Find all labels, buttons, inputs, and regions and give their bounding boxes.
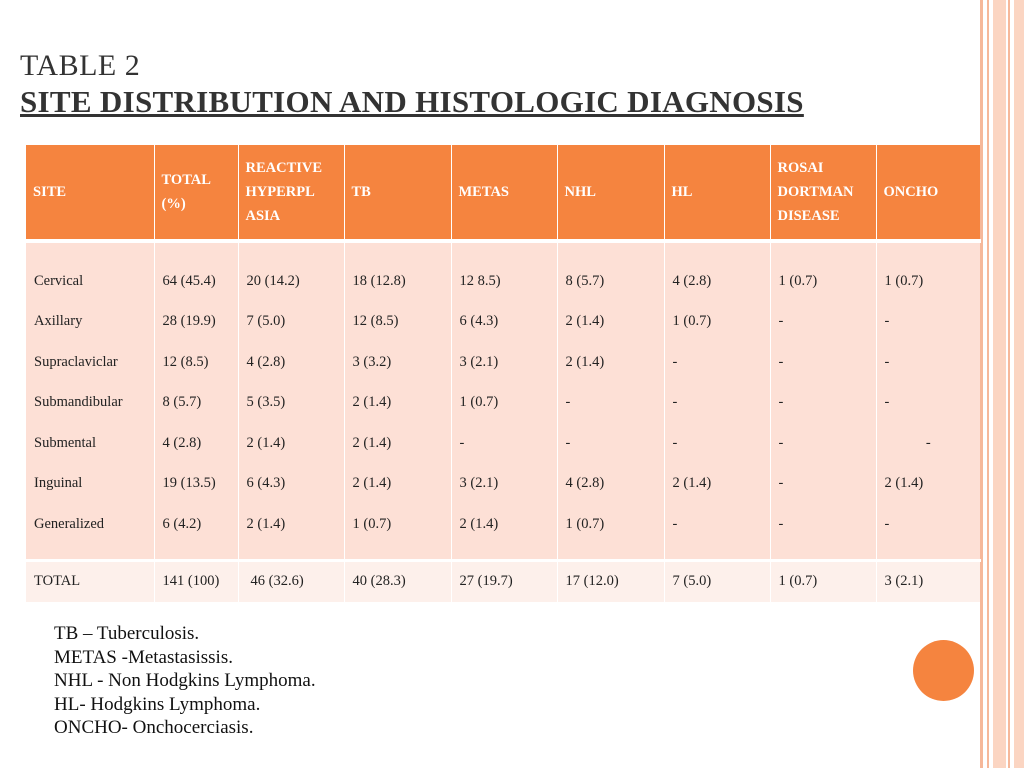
table-cell: - — [770, 504, 876, 559]
table-cell: - — [664, 504, 770, 559]
title-line-1: TABLE 2 — [20, 49, 141, 82]
table-cell: 28 (19.9) — [154, 302, 238, 343]
table-cell: 12 (8.5) — [154, 342, 238, 383]
title-line-2: SITE DISTRIBUTION AND HISTOLOGIC DIAGNOSIS — [20, 84, 804, 119]
table-cell: Generalized — [26, 504, 154, 559]
table-cell: - — [770, 464, 876, 505]
table-cell: Inguinal — [26, 464, 154, 505]
header-cell: HL — [664, 145, 770, 239]
table-cell: 2 (1.4) — [344, 383, 451, 424]
table-cell: 1 (0.7) — [557, 504, 664, 559]
table-cell: 12 (8.5) — [344, 302, 451, 343]
table-cell: 2 (1.4) — [344, 464, 451, 505]
table-cell: - — [876, 302, 980, 343]
table-cell: - — [664, 342, 770, 383]
decorative-edge-band — [1014, 0, 1024, 768]
table-cell: - — [451, 423, 557, 464]
abbreviation-legend — [54, 622, 316, 740]
table-cell: Submental — [26, 423, 154, 464]
table-cell: Axillary — [26, 302, 154, 343]
table-cell: 3 (2.1) — [451, 342, 557, 383]
table-cell: 2 (1.4) — [876, 464, 980, 505]
table-cell: 64 (45.4) — [154, 243, 238, 302]
table-cell: 17 (12.0) — [557, 562, 664, 602]
header-cell: METAS — [451, 145, 557, 239]
table-cell: Submandibular — [26, 383, 154, 424]
table-cell: TOTAL — [26, 562, 154, 602]
table-cell: - — [770, 302, 876, 343]
table-cell: 8 (5.7) — [557, 243, 664, 302]
table-cell: - — [876, 383, 980, 424]
table-cell: 40 (28.3) — [344, 562, 451, 602]
table-cell: Cervical — [26, 243, 154, 302]
header-cell: NHL — [557, 145, 664, 239]
decorative-edge-line — [1008, 0, 1010, 768]
table-cell: - — [876, 423, 980, 464]
header-cell: REACTIVE HYPERPL ASIA — [238, 145, 344, 239]
table-cell: 3 (2.1) — [451, 464, 557, 505]
table-cell: 2 (1.4) — [557, 342, 664, 383]
table-row — [26, 504, 980, 559]
table-cell: 1 (0.7) — [344, 504, 451, 559]
distribution-table — [26, 145, 981, 602]
table-cell: 6 (4.3) — [451, 302, 557, 343]
table-cell: 4 (2.8) — [238, 342, 344, 383]
table-cell: 18 (12.8) — [344, 243, 451, 302]
table-cell: 27 (19.7) — [451, 562, 557, 602]
table-cell: 6 (4.3) — [238, 464, 344, 505]
decorative-circle-icon — [913, 640, 974, 701]
legend-item: METAS -Metastasissis. — [54, 646, 233, 668]
table-cell: 1 (0.7) — [664, 302, 770, 343]
table-cell: - — [664, 383, 770, 424]
table-cell: - — [770, 342, 876, 383]
table-cell: - — [876, 504, 980, 559]
table-header-row — [26, 145, 980, 239]
legend-item: HL- Hodgkins Lymphoma. — [54, 693, 261, 715]
table-cell: 2 (1.4) — [344, 423, 451, 464]
table-cell: Supraclaviclar — [26, 342, 154, 383]
table-cell: 1 (0.7) — [451, 383, 557, 424]
table-row — [26, 302, 980, 343]
table-cell: - — [770, 423, 876, 464]
table-cell: 5 (3.5) — [238, 383, 344, 424]
table-cell: - — [876, 342, 980, 383]
table-row — [26, 342, 980, 383]
table-cell: 1 (0.7) — [770, 562, 876, 602]
table-cell: 3 (3.2) — [344, 342, 451, 383]
table-cell: 46 (32.6) — [238, 562, 344, 602]
header-cell: ROSAI DORTMAN DISEASE — [770, 145, 876, 239]
header-cell: SITE — [26, 145, 154, 239]
table-cell: 1 (0.7) — [876, 243, 980, 302]
table-row — [26, 464, 980, 505]
table-cell: 2 (1.4) — [451, 504, 557, 559]
header-cell: ONCHO — [876, 145, 980, 239]
table-cell: 141 (100) — [154, 562, 238, 602]
table-cell: 7 (5.0) — [664, 562, 770, 602]
table-cell: - — [770, 383, 876, 424]
table-cell: 1 (0.7) — [770, 243, 876, 302]
decorative-edge-line — [987, 0, 989, 768]
total-row — [26, 562, 980, 602]
table-cell: 2 (1.4) — [664, 464, 770, 505]
legend-item: NHL - Non Hodgkins Lymphoma. — [54, 670, 316, 691]
table-cell: - — [557, 423, 664, 464]
table-cell: 2 (1.4) — [238, 504, 344, 559]
decorative-edge-band — [993, 0, 1006, 768]
table-cell: - — [557, 383, 664, 424]
legend-item: ONCHO- Onchocerciasis. — [54, 717, 254, 738]
table-cell: 19 (13.5) — [154, 464, 238, 505]
table-cell: 8 (5.7) — [154, 383, 238, 424]
slide-title — [20, 48, 804, 120]
table-cell: 20 (14.2) — [238, 243, 344, 302]
table-cell: 2 (1.4) — [557, 302, 664, 343]
table-row — [26, 243, 980, 302]
legend-item: TB – Tuberculosis. — [54, 623, 200, 644]
table-cell: - — [664, 423, 770, 464]
table-cell: 4 (2.8) — [154, 423, 238, 464]
table-cell: 4 (2.8) — [664, 243, 770, 302]
table-row — [26, 383, 980, 424]
header-cell: TB — [344, 145, 451, 239]
table-row — [26, 423, 980, 464]
table-cell: 3 (2.1) — [876, 562, 980, 602]
table-cell: 12 8.5) — [451, 243, 557, 302]
table-cell: 6 (4.2) — [154, 504, 238, 559]
header-cell: TOTAL (%) — [154, 145, 238, 239]
table-cell: 4 (2.8) — [557, 464, 664, 505]
table-cell: 2 (1.4) — [238, 423, 344, 464]
table-cell: 7 (5.0) — [238, 302, 344, 343]
